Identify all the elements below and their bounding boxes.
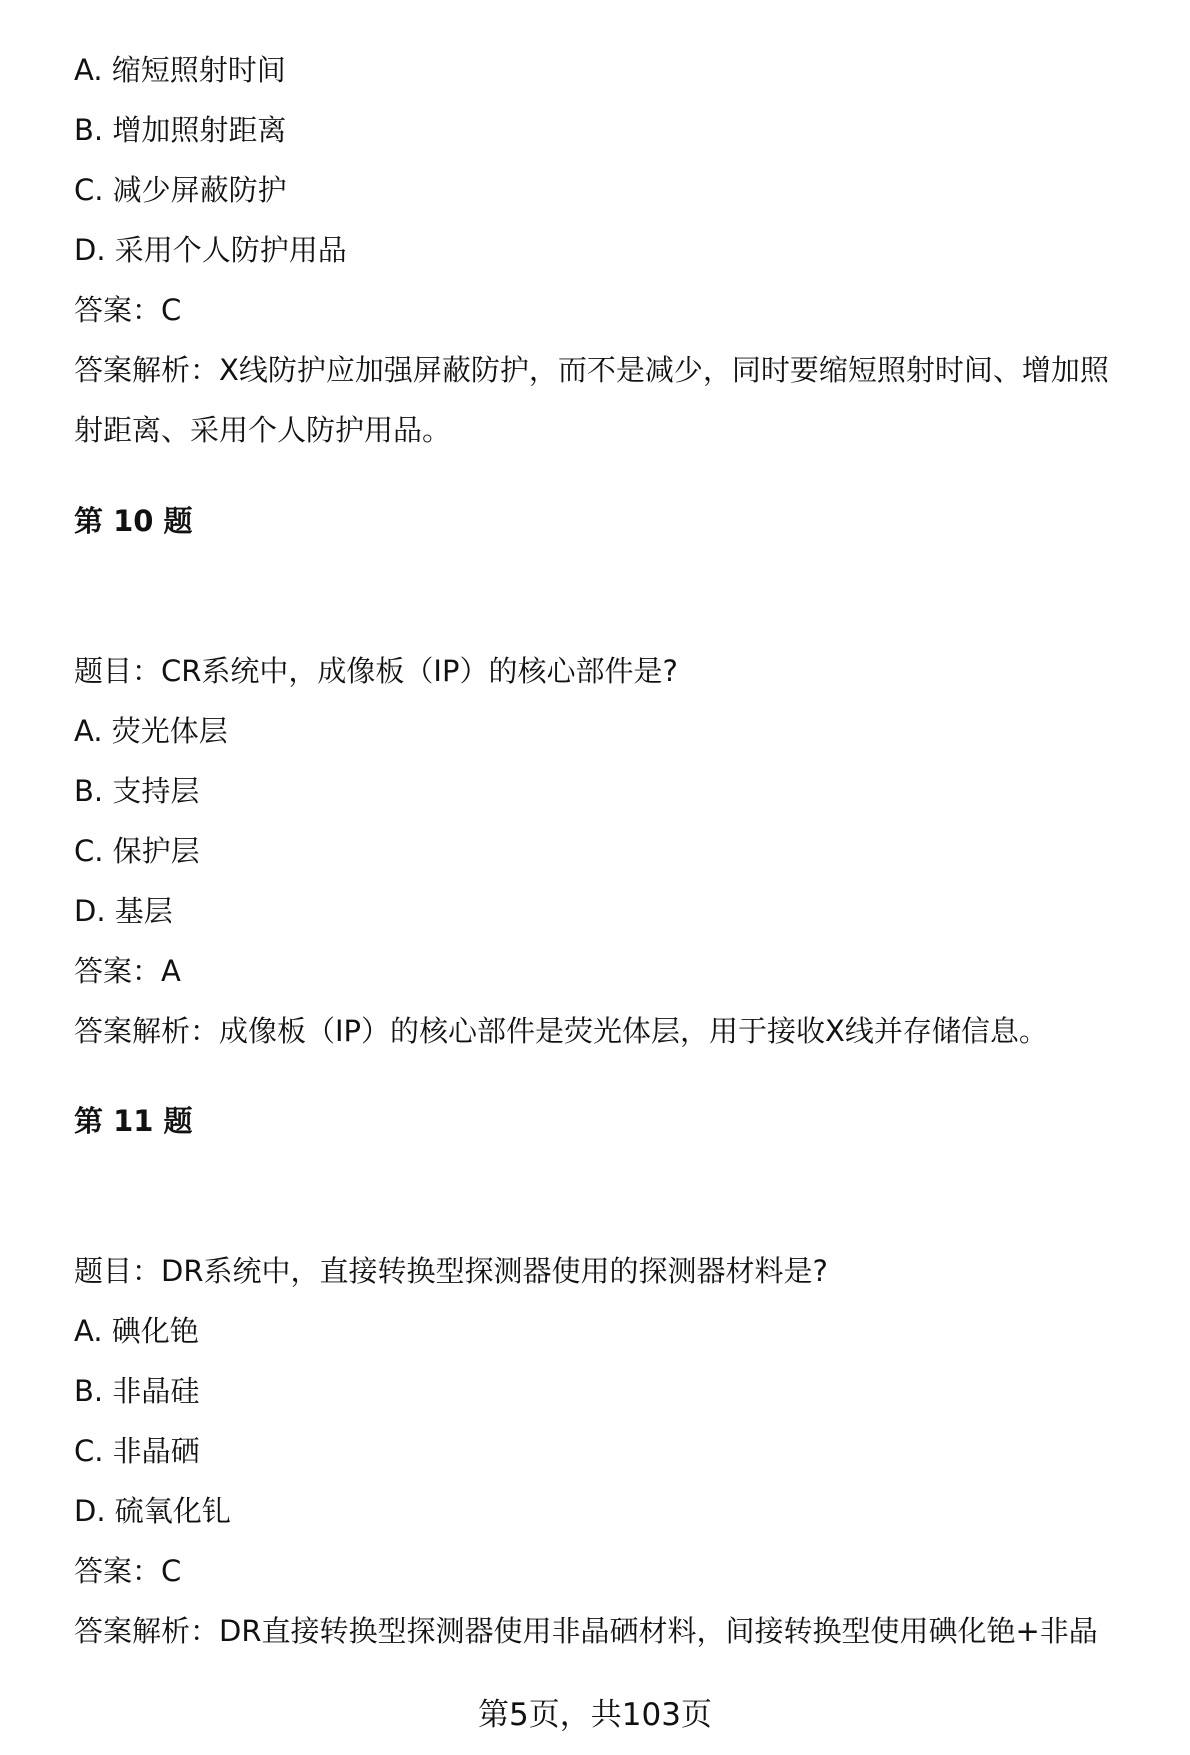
q10-option-b: B. 支持层: [74, 774, 200, 808]
q11-analysis: 答案解析：DR直接转换型探测器使用非晶硒材料，间接转换型使用碘化铯+非晶: [74, 1614, 1098, 1648]
q11-option-b: B. 非晶硅: [74, 1374, 200, 1408]
prev-option-b: B. 增加照射距离: [74, 113, 287, 147]
page-number: 第5页，共103页: [478, 1697, 712, 1733]
prev-analysis-line1: 答案解析：X线防护应加强屏蔽防护，而不是减少，同时要缩短照射时间、增加照: [74, 353, 1109, 387]
q10-option-c: C. 保护层: [74, 834, 200, 868]
q11-option-a: A. 碘化铯: [74, 1314, 199, 1348]
prev-option-a: A. 缩短照射时间: [74, 53, 286, 87]
q10-question: 题目：CR系统中，成像板（IP）的核心部件是?: [74, 654, 678, 688]
prev-option-c: C. 减少屏蔽防护: [74, 173, 287, 207]
q11-question: 题目：DR系统中，直接转换型探测器使用的探测器材料是?: [74, 1254, 828, 1288]
q11-heading: 第 11 题: [74, 1104, 193, 1138]
q11-answer: 答案：C: [74, 1554, 182, 1588]
q10-option-a: A. 荧光体层: [74, 714, 228, 748]
q11-option-c: C. 非晶硒: [74, 1434, 200, 1468]
q10-heading: 第 10 题: [74, 504, 193, 538]
q10-analysis: 答案解析：成像板（IP）的核心部件是荧光体层，用于接收X线并存储信息。: [74, 1014, 1048, 1048]
q10-answer: 答案：A: [74, 954, 181, 988]
prev-analysis-line2: 射距离、采用个人防护用品。: [74, 413, 452, 447]
q10-option-d: D. 基层: [74, 894, 173, 928]
prev-option-d: D. 采用个人防护用品: [74, 233, 347, 267]
prev-answer: 答案：C: [74, 293, 182, 327]
q11-option-d: D. 硫氧化钆: [74, 1494, 231, 1528]
